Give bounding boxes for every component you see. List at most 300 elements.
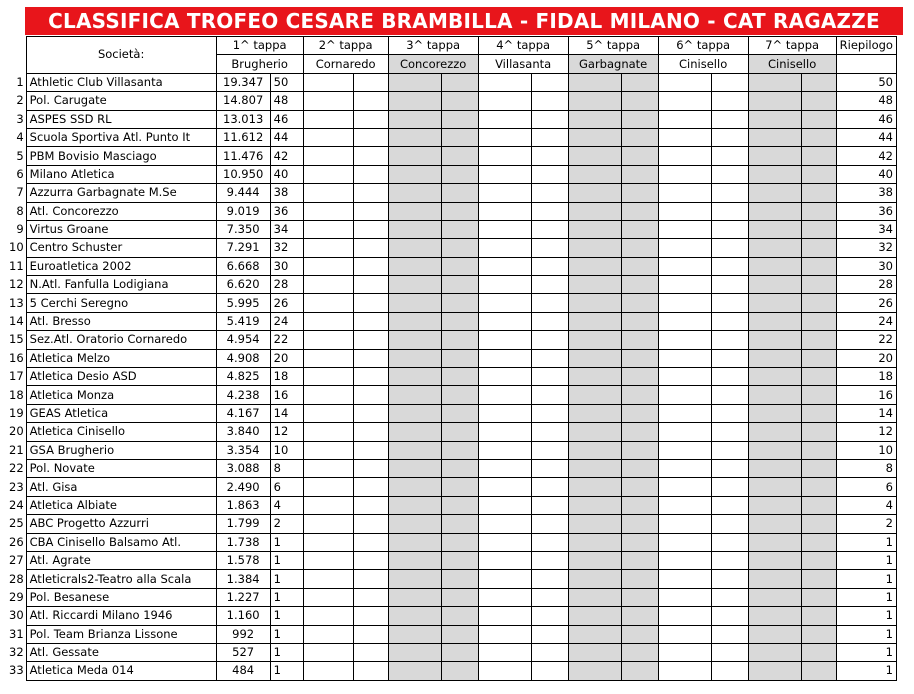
stage-5-points-cell — [621, 459, 658, 477]
stage-4-score-cell — [478, 643, 531, 661]
stage-4-points-cell — [531, 294, 568, 312]
stage-6-points-cell — [711, 423, 748, 441]
stage-1-score-cell: 9.444 — [216, 184, 270, 202]
stage-2-points-cell — [353, 625, 388, 643]
stage-6-points-cell — [711, 625, 748, 643]
stage-5-label: 5^ tappa — [568, 37, 658, 55]
stage-2-score-cell — [303, 239, 353, 257]
stage-5-points-cell — [621, 110, 658, 128]
stage-1-score-cell: 14.807 — [216, 92, 270, 110]
stage-3-points-cell — [441, 276, 478, 294]
stage-5-points-cell — [621, 331, 658, 349]
stage-3-points-cell — [441, 551, 478, 569]
stage-5-points-cell — [621, 643, 658, 661]
stage-4-label: 4^ tappa — [478, 37, 568, 55]
stage-6-score-cell — [658, 220, 711, 238]
team-name-cell: Sez.Atl. Oratorio Cornaredo — [26, 331, 216, 349]
stage-5-points-cell — [621, 128, 658, 146]
stage-2-points-cell — [353, 607, 388, 625]
stage-4-points-cell — [531, 441, 568, 459]
stage-3-score-cell — [388, 239, 441, 257]
stage-5-score-cell — [568, 459, 621, 477]
stage-4-points-cell — [531, 312, 568, 330]
stage-3-score-cell — [388, 110, 441, 128]
rank-cell: 17 — [9, 369, 24, 384]
stage-3-score-cell — [388, 441, 441, 459]
stage-1-points-cell: 6 — [270, 478, 303, 496]
total-cell: 12 — [836, 423, 896, 441]
stage-4-points-cell — [531, 184, 568, 202]
stage-3-score-cell — [388, 478, 441, 496]
stage-3-score-cell — [388, 515, 441, 533]
stage-5-score-cell — [568, 496, 621, 514]
stage-2-score-cell — [303, 73, 353, 91]
stage-6-points-cell — [711, 312, 748, 330]
stage-3-score-cell — [388, 349, 441, 367]
total-cell: 32 — [836, 239, 896, 257]
stage-3-points-cell — [441, 147, 478, 165]
stage-3-score-cell — [388, 551, 441, 569]
stage-3-score-cell — [388, 386, 441, 404]
stage-7-points-cell — [801, 441, 836, 459]
total-cell: 4 — [836, 496, 896, 514]
team-name-cell: Atletica Meda 014 — [26, 662, 216, 680]
stage-1-score-cell: 13.013 — [216, 110, 270, 128]
team-name-cell: PBM Bovisio Masciago — [26, 147, 216, 165]
stage-2-points-cell — [353, 588, 388, 606]
team-name-cell: GEAS Atletica — [26, 404, 216, 422]
stage-3-score-cell — [388, 128, 441, 146]
stage-7-score-cell — [748, 551, 801, 569]
stage-7-points-cell — [801, 625, 836, 643]
stage-7-score-cell — [748, 202, 801, 220]
stage-3-points-cell — [441, 110, 478, 128]
stage-1-score-cell: 484 — [216, 662, 270, 680]
stage-1-points-cell: 8 — [270, 459, 303, 477]
rank-cell: 29 — [9, 589, 24, 604]
stage-5-points-cell — [621, 147, 658, 165]
stage-4-score-cell — [478, 276, 531, 294]
stage-4-points-cell — [531, 92, 568, 110]
total-cell: 18 — [836, 368, 896, 386]
stage-7-score-cell — [748, 570, 801, 588]
stage-2-score-cell — [303, 257, 353, 275]
stage-1-points-cell: 20 — [270, 349, 303, 367]
stage-2-score-cell — [303, 220, 353, 238]
stage-4-score-cell — [478, 165, 531, 183]
stage-6-points-cell — [711, 276, 748, 294]
stage-7-score-cell — [748, 459, 801, 477]
rank-cell: 33 — [9, 663, 24, 678]
stage-4-points-cell — [531, 478, 568, 496]
stage-5-score-cell — [568, 607, 621, 625]
stage-4-points-cell — [531, 662, 568, 680]
stage-1-score-cell: 1.578 — [216, 551, 270, 569]
stage-5-score-cell — [568, 570, 621, 588]
table-row — [6, 441, 896, 459]
table-row — [6, 184, 896, 202]
stage-1-score-cell: 4.908 — [216, 349, 270, 367]
total-cell: 1 — [836, 551, 896, 569]
stage-2-points-cell — [353, 478, 388, 496]
stage-6-score-cell — [658, 110, 711, 128]
stage-1-points-cell: 24 — [270, 312, 303, 330]
stage-7-points-cell — [801, 368, 836, 386]
rank-cell: 30 — [9, 608, 24, 623]
stage-3-score-cell — [388, 423, 441, 441]
stage-7-score-cell — [748, 625, 801, 643]
stage-5-points-cell — [621, 662, 658, 680]
table-row — [6, 220, 896, 238]
team-name-cell: Milano Atletica — [26, 165, 216, 183]
rank-cell: 23 — [9, 479, 24, 494]
stage-5-score-cell — [568, 239, 621, 257]
stage-2-score-cell — [303, 404, 353, 422]
stage-3-points-cell — [441, 165, 478, 183]
stage-5-score-cell — [568, 551, 621, 569]
stage-6-points-cell — [711, 459, 748, 477]
stage-4-points-cell — [531, 257, 568, 275]
table-row — [6, 496, 896, 514]
stage-6-points-cell — [711, 128, 748, 146]
stage-7-score-cell — [748, 368, 801, 386]
stage-1-score-cell: 10.950 — [216, 165, 270, 183]
stage-3-points-cell — [441, 257, 478, 275]
stage-6-points-cell — [711, 607, 748, 625]
stage-2-score-cell — [303, 607, 353, 625]
stage-7-score-cell — [748, 184, 801, 202]
stage-7-points-cell — [801, 349, 836, 367]
stage-3-points-cell — [441, 386, 478, 404]
stage-6-points-cell — [711, 515, 748, 533]
table-row — [6, 110, 896, 128]
stage-3-score-cell — [388, 625, 441, 643]
stage-5-score-cell — [568, 386, 621, 404]
stage-5-score-cell — [568, 165, 621, 183]
stage-2-points-cell — [353, 312, 388, 330]
stage-4-score-cell — [478, 625, 531, 643]
stage-4-score-cell — [478, 607, 531, 625]
rank-cell: 16 — [9, 350, 24, 365]
rank-cell: 25 — [9, 516, 24, 531]
table-row — [6, 423, 896, 441]
stage-5-score-cell — [568, 515, 621, 533]
stage-2-score-cell — [303, 294, 353, 312]
stage-1-points-cell: 26 — [270, 294, 303, 312]
total-cell: 1 — [836, 662, 896, 680]
stage-6-label: 6^ tappa — [658, 37, 748, 55]
stage-7-points-cell — [801, 220, 836, 238]
team-name-cell: Atletica Melzo — [26, 349, 216, 367]
stage-1-score-cell: 1.160 — [216, 607, 270, 625]
stage-1-location: Brugherio — [216, 55, 303, 73]
stage-7-score-cell — [748, 349, 801, 367]
stage-7-score-cell — [748, 441, 801, 459]
stage-5-points-cell — [621, 404, 658, 422]
stage-2-points-cell — [353, 570, 388, 588]
stage-1-points-cell: 18 — [270, 368, 303, 386]
stage-5-score-cell — [568, 423, 621, 441]
team-name-cell: Pol. Novate — [26, 459, 216, 477]
stage-6-points-cell — [711, 643, 748, 661]
stage-5-points-cell — [621, 202, 658, 220]
stage-2-points-cell — [353, 110, 388, 128]
stage-7-score-cell — [748, 220, 801, 238]
stage-1-points-cell: 44 — [270, 128, 303, 146]
stage-3-points-cell — [441, 331, 478, 349]
total-cell: 50 — [836, 73, 896, 91]
stage-6-score-cell — [658, 570, 711, 588]
stage-6-score-cell — [658, 496, 711, 514]
rank-cell: 8 — [16, 203, 24, 218]
total-cell: 6 — [836, 478, 896, 496]
stage-4-score-cell — [478, 478, 531, 496]
team-name-cell: ASPES SSD RL — [26, 110, 216, 128]
stage-6-score-cell — [658, 459, 711, 477]
stage-2-score-cell — [303, 625, 353, 643]
stage-4-points-cell — [531, 625, 568, 643]
stage-4-points-cell — [531, 331, 568, 349]
stage-3-score-cell — [388, 257, 441, 275]
stage-4-points-cell — [531, 386, 568, 404]
stage-3-score-cell — [388, 331, 441, 349]
total-cell: 44 — [836, 128, 896, 146]
stage-2-points-cell — [353, 202, 388, 220]
page-title: CLASSIFICA TROFEO CESARE BRAMBILLA - FIDAL MILANO - CAT RAGAZZE — [25, 7, 903, 35]
stage-6-score-cell — [658, 662, 711, 680]
stage-6-points-cell — [711, 588, 748, 606]
stage-3-score-cell — [388, 202, 441, 220]
stage-5-points-cell — [621, 570, 658, 588]
stage-1-points-cell: 22 — [270, 331, 303, 349]
rank-cell: 15 — [9, 332, 24, 347]
total-cell: 8 — [836, 459, 896, 477]
stage-7-points-cell — [801, 276, 836, 294]
table-row — [6, 202, 896, 220]
table-row — [6, 257, 896, 275]
stage-5-points-cell — [621, 607, 658, 625]
stage-5-score-cell — [568, 257, 621, 275]
stage-2-score-cell — [303, 515, 353, 533]
table-row — [6, 643, 896, 661]
stage-3-label: 3^ tappa — [388, 37, 478, 55]
stage-6-score-cell — [658, 551, 711, 569]
stage-7-points-cell — [801, 147, 836, 165]
rank-cell: 20 — [9, 424, 24, 439]
stage-2-points-cell — [353, 515, 388, 533]
stage-7-score-cell — [748, 607, 801, 625]
stage-3-points-cell — [441, 515, 478, 533]
stage-3-points-cell — [441, 588, 478, 606]
stage-4-points-cell — [531, 110, 568, 128]
table-row — [6, 165, 896, 183]
stage-7-points-cell — [801, 92, 836, 110]
stage-4-score-cell — [478, 239, 531, 257]
stage-1-points-cell: 10 — [270, 441, 303, 459]
stage-2-score-cell — [303, 570, 353, 588]
stage-3-points-cell — [441, 441, 478, 459]
stage-1-points-cell: 14 — [270, 404, 303, 422]
stage-3-points-cell — [441, 423, 478, 441]
stage-4-score-cell — [478, 533, 531, 551]
stage-5-points-cell — [621, 588, 658, 606]
table-row — [6, 459, 896, 477]
stage-2-score-cell — [303, 643, 353, 661]
stage-6-points-cell — [711, 551, 748, 569]
stage-6-points-cell — [711, 73, 748, 91]
stage-1-score-cell: 7.350 — [216, 220, 270, 238]
stage-7-score-cell — [748, 128, 801, 146]
stage-3-points-cell — [441, 533, 478, 551]
stage-1-points-cell: 28 — [270, 276, 303, 294]
stage-5-score-cell — [568, 441, 621, 459]
stage-3-score-cell — [388, 73, 441, 91]
rank-cell: 27 — [9, 553, 24, 568]
team-name-cell: Euroatletica 2002 — [26, 257, 216, 275]
rank-cell: 5 — [16, 148, 24, 163]
stage-1-points-cell: 34 — [270, 220, 303, 238]
stage-3-location: Concorezzo — [388, 55, 478, 73]
stage-2-score-cell — [303, 441, 353, 459]
stage-1-score-cell: 2.490 — [216, 478, 270, 496]
stage-5-points-cell — [621, 294, 658, 312]
stage-6-location: Cinisello — [658, 55, 748, 73]
stage-7-score-cell — [748, 533, 801, 551]
stage-1-score-cell: 992 — [216, 625, 270, 643]
stage-5-score-cell — [568, 625, 621, 643]
stage-3-score-cell — [388, 220, 441, 238]
stage-7-score-cell — [748, 294, 801, 312]
total-cell: 2 — [836, 515, 896, 533]
stage-7-score-cell — [748, 386, 801, 404]
stage-5-points-cell — [621, 220, 658, 238]
stage-2-score-cell — [303, 478, 353, 496]
stage-2-score-cell — [303, 202, 353, 220]
stage-7-points-cell — [801, 73, 836, 91]
team-name-cell: Atleticrals2-Teatro alla Scala — [26, 570, 216, 588]
table-row — [6, 276, 896, 294]
stage-5-score-cell — [568, 368, 621, 386]
stage-7-score-cell — [748, 662, 801, 680]
stage-6-score-cell — [658, 625, 711, 643]
table-row — [6, 515, 896, 533]
stage-6-points-cell — [711, 662, 748, 680]
team-name-cell: Atl. Gisa — [26, 478, 216, 496]
total-cell: 40 — [836, 165, 896, 183]
stage-1-points-cell: 40 — [270, 165, 303, 183]
stage-3-points-cell — [441, 478, 478, 496]
stage-5-points-cell — [621, 496, 658, 514]
stage-4-location: Villasanta — [478, 55, 568, 73]
table-row — [6, 92, 896, 110]
stage-2-score-cell — [303, 368, 353, 386]
team-name-cell: Atletica Monza — [26, 386, 216, 404]
rank-cell: 14 — [9, 314, 24, 329]
stage-6-points-cell — [711, 496, 748, 514]
stage-4-score-cell — [478, 257, 531, 275]
stage-6-points-cell — [711, 441, 748, 459]
stage-5-score-cell — [568, 202, 621, 220]
stage-1-score-cell: 11.476 — [216, 147, 270, 165]
stage-6-points-cell — [711, 239, 748, 257]
stage-6-points-cell — [711, 533, 748, 551]
stage-7-score-cell — [748, 404, 801, 422]
rank-cell: 4 — [16, 130, 24, 145]
stage-6-points-cell — [711, 184, 748, 202]
stage-6-score-cell — [658, 184, 711, 202]
stage-3-points-cell — [441, 128, 478, 146]
stage-3-points-cell — [441, 239, 478, 257]
stage-1-points-cell: 48 — [270, 92, 303, 110]
stage-5-points-cell — [621, 625, 658, 643]
stage-4-points-cell — [531, 423, 568, 441]
stage-7-score-cell — [748, 423, 801, 441]
stage-3-points-cell — [441, 662, 478, 680]
stage-2-score-cell — [303, 184, 353, 202]
stage-7-points-cell — [801, 184, 836, 202]
rank-cell: 21 — [9, 442, 24, 457]
stage-2-location: Cornaredo — [303, 55, 388, 73]
header-societa: Società: — [26, 37, 216, 74]
stage-7-score-cell — [748, 588, 801, 606]
stage-2-score-cell — [303, 276, 353, 294]
total-cell: 24 — [836, 312, 896, 330]
stage-1-score-cell: 6.620 — [216, 276, 270, 294]
stage-1-points-cell: 1 — [270, 643, 303, 661]
stage-5-points-cell — [621, 73, 658, 91]
stage-3-score-cell — [388, 368, 441, 386]
stage-4-score-cell — [478, 386, 531, 404]
stage-3-score-cell — [388, 643, 441, 661]
stage-4-score-cell — [478, 368, 531, 386]
stage-7-points-cell — [801, 515, 836, 533]
total-cell: 30 — [836, 257, 896, 275]
stage-6-score-cell — [658, 643, 711, 661]
stage-7-points-cell — [801, 459, 836, 477]
stage-3-points-cell — [441, 607, 478, 625]
stage-5-points-cell — [621, 184, 658, 202]
rank-cell: 3 — [16, 111, 24, 126]
stage-6-score-cell — [658, 386, 711, 404]
stage-6-score-cell — [658, 423, 711, 441]
team-name-cell: Scuola Sportiva Atl. Punto It — [26, 128, 216, 146]
stage-1-points-cell: 1 — [270, 588, 303, 606]
stage-5-score-cell — [568, 331, 621, 349]
table-row — [6, 588, 896, 606]
total-cell: 26 — [836, 294, 896, 312]
stage-7-points-cell — [801, 294, 836, 312]
stage-6-score-cell — [658, 533, 711, 551]
rank-cell: 11 — [9, 258, 24, 273]
stage-5-points-cell — [621, 257, 658, 275]
stage-5-location: Garbagnate — [568, 55, 658, 73]
stage-3-points-cell — [441, 202, 478, 220]
stage-3-points-cell — [441, 220, 478, 238]
stage-1-score-cell: 3.354 — [216, 441, 270, 459]
table-row — [6, 312, 896, 330]
stage-4-points-cell — [531, 165, 568, 183]
stage-1-points-cell: 4 — [270, 496, 303, 514]
stage-2-score-cell — [303, 92, 353, 110]
stage-4-points-cell — [531, 496, 568, 514]
stage-5-points-cell — [621, 386, 658, 404]
stage-5-score-cell — [568, 662, 621, 680]
stage-6-points-cell — [711, 349, 748, 367]
stage-4-points-cell — [531, 368, 568, 386]
stage-3-score-cell — [388, 570, 441, 588]
stage-6-points-cell — [711, 257, 748, 275]
stage-4-points-cell — [531, 147, 568, 165]
